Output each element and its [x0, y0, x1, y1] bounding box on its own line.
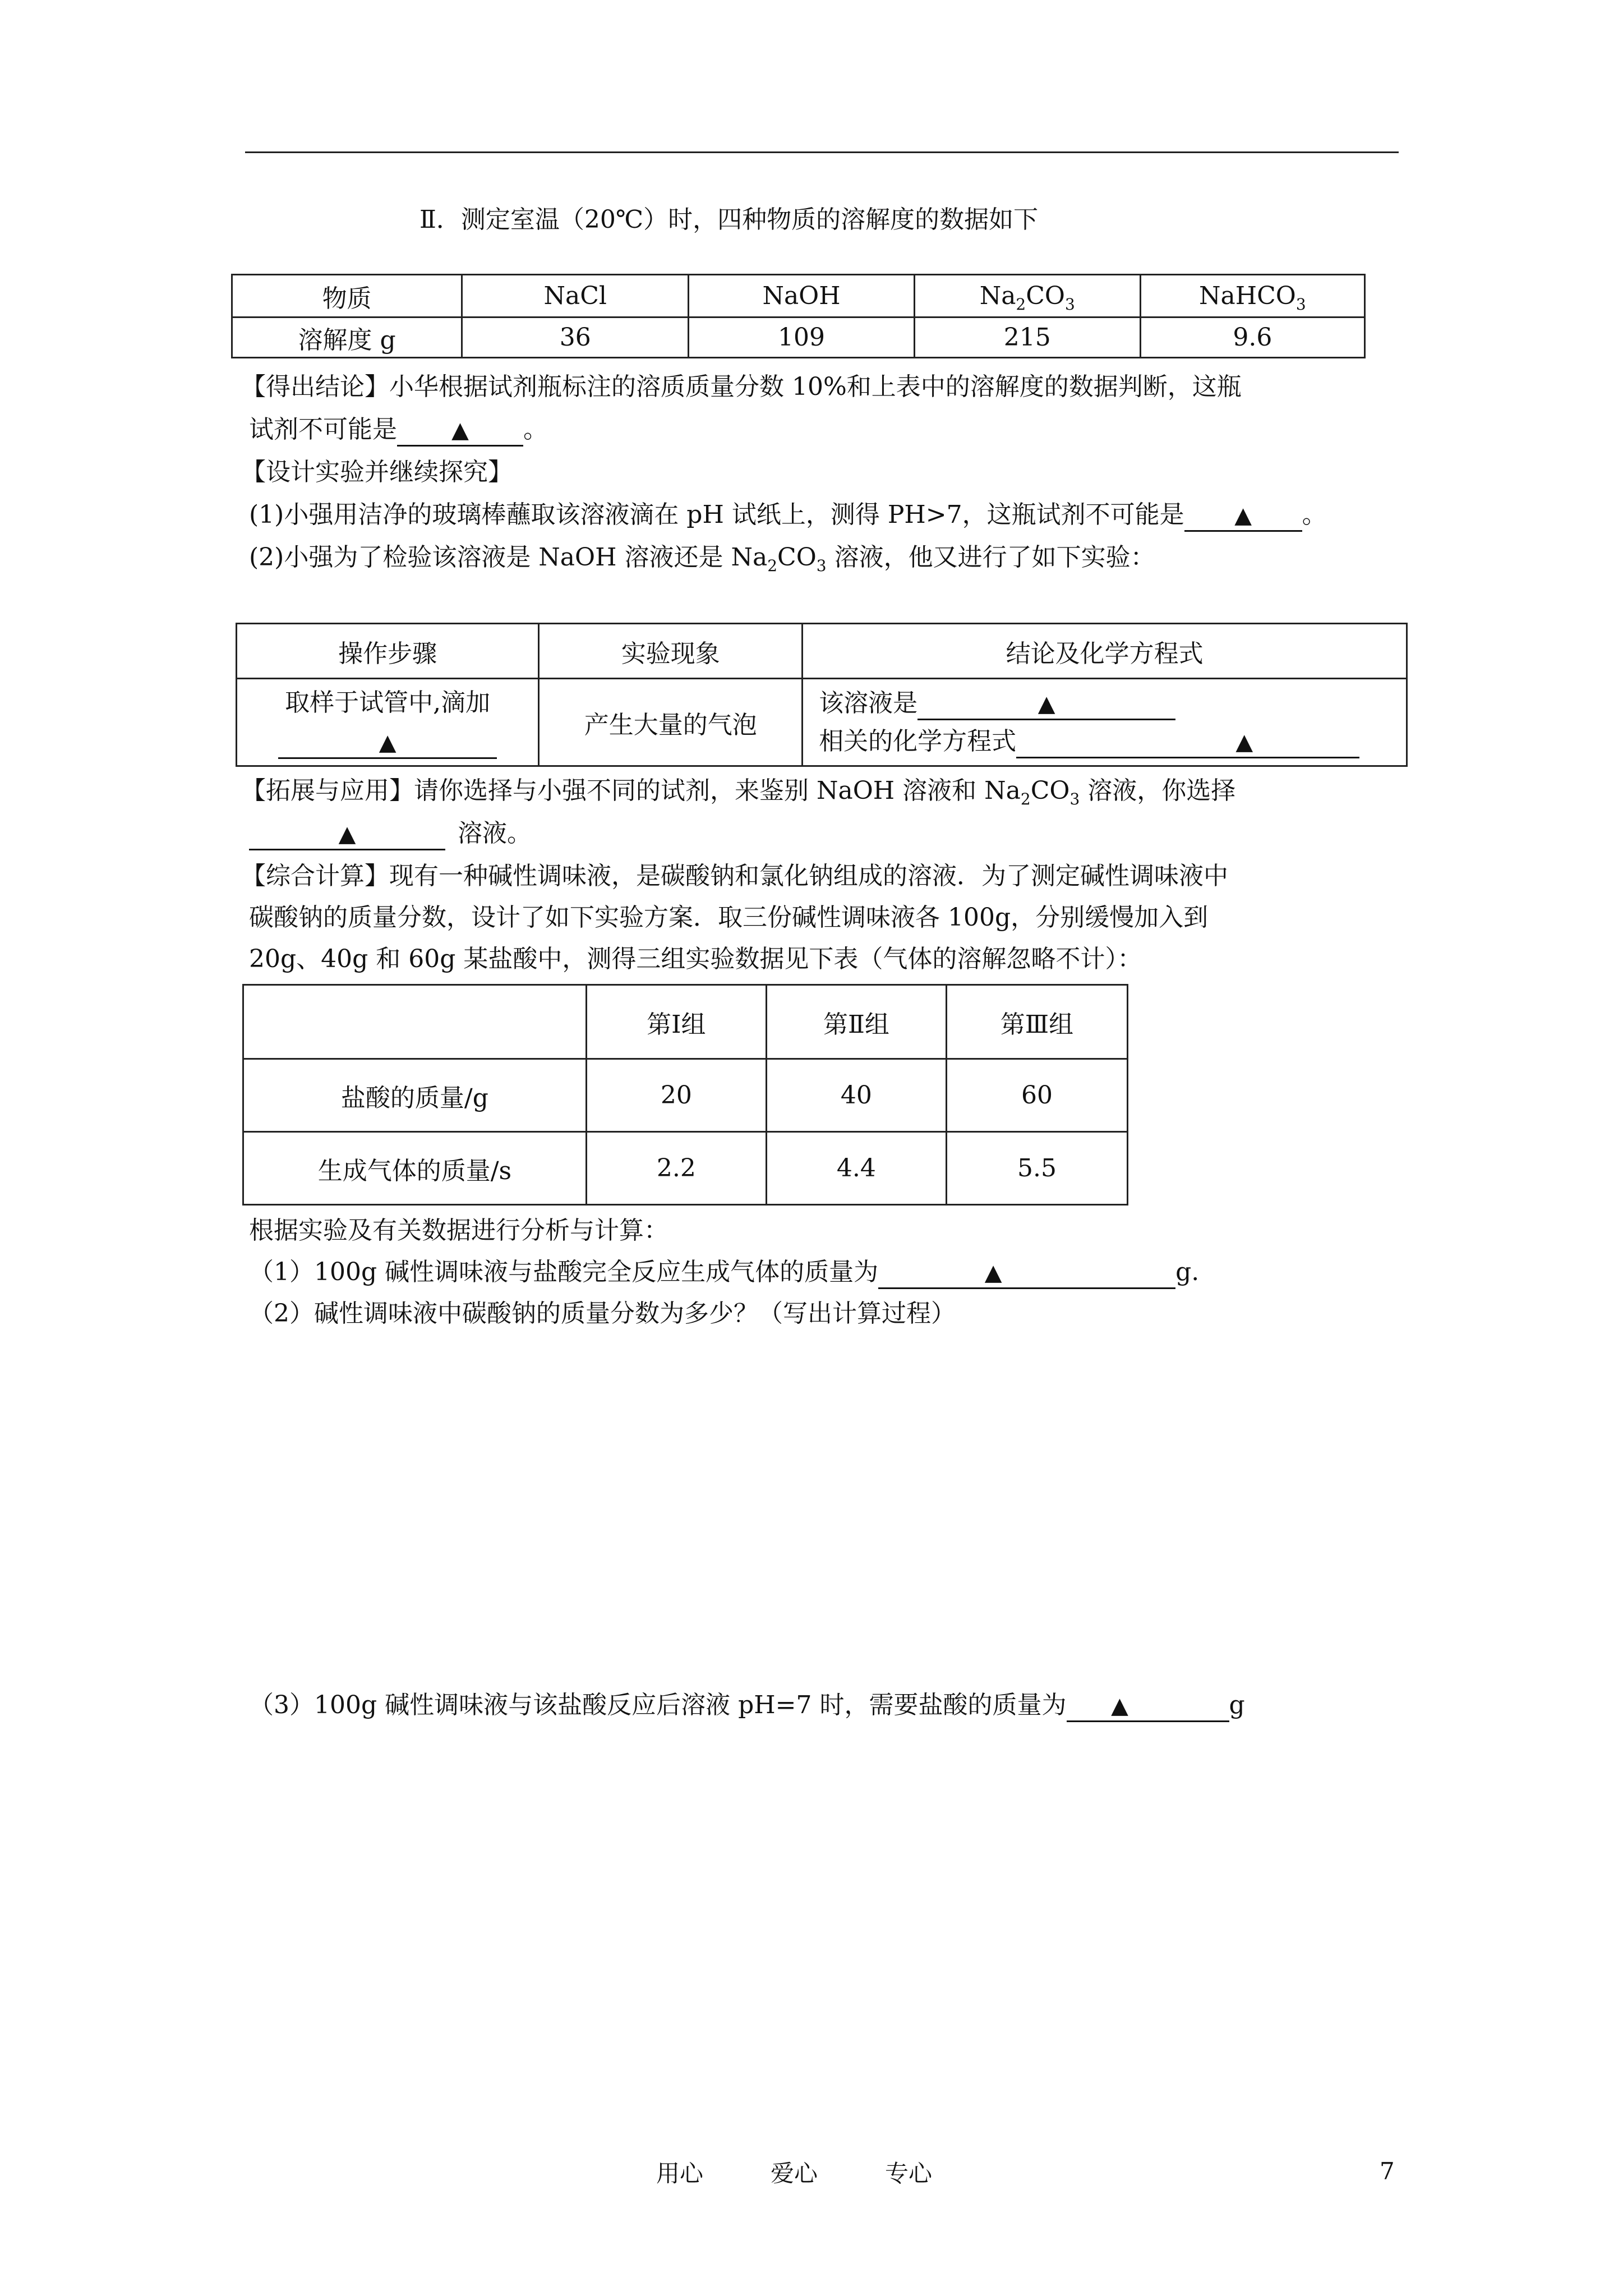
table-cell: 215: [914, 318, 1140, 358]
table-header-cell: NaOH: [689, 275, 915, 318]
table-cell: 36: [462, 318, 689, 358]
triangle-marker-icon: ▲: [1111, 1693, 1128, 1719]
footer-item: 爱心: [771, 2160, 818, 2187]
table-cell: 产生大量的气泡: [539, 679, 803, 766]
footer-item: 用心: [656, 2160, 704, 2187]
table-cell: 2.2: [586, 1132, 766, 1205]
solubility-table: [231, 274, 1366, 358]
triangle-marker-icon: ▲: [338, 821, 356, 847]
answer-blank[interactable]: [917, 689, 1175, 720]
answer-blank[interactable]: [878, 1258, 1175, 1289]
table-row-label: 生成气体的质量/s: [243, 1132, 587, 1205]
answer-blank[interactable]: [1067, 1691, 1229, 1722]
table-cell: 20: [586, 1059, 766, 1132]
step-2: (2)小强为了检验该溶液是 NaOH 溶液还是 $Na_2CO_3$ 溶液，他又进行了如下实验：: [249, 543, 1155, 575]
triangle-marker-icon: ▲: [451, 417, 469, 443]
triangle-marker-icon: ▲: [1235, 729, 1253, 755]
calc-line-2: 碳酸钠的质量分数，设计了如下实验方案．取三份碱性调味液各 100g，分别缓慢加入到: [249, 903, 1209, 932]
question-3: （3）100g 碱性调味液与该盐酸反应后溶液 pH=7 时，需要盐酸的质量为 ▲ g: [249, 1688, 1245, 1722]
table-header-cell: 操作步骤: [237, 624, 539, 679]
table-header-cell: 第Ⅱ组: [766, 985, 946, 1059]
table-cell: 9.6: [1140, 318, 1364, 358]
table-cell: 109: [689, 318, 915, 358]
table-header-cell: $Na_2CO_3$: [914, 275, 1140, 318]
page-number: 7: [1380, 2157, 1395, 2185]
answer-blank[interactable]: [397, 415, 523, 447]
table-row-label: 溶解度 g: [232, 318, 462, 358]
header-rule: [245, 151, 1399, 153]
triangle-marker-icon: ▲: [379, 729, 396, 756]
triangle-marker-icon: ▲: [1038, 691, 1055, 717]
footer-item: 专心: [885, 2160, 933, 2187]
data-table: [242, 984, 1128, 1205]
conclusion-line-2: 试剂不可能是 ▲ 。: [249, 413, 548, 447]
table-cell: 40: [766, 1059, 946, 1132]
design-heading: 【设计实验并继续探究】: [241, 458, 513, 486]
table-header-cell: 第Ⅰ组: [586, 985, 766, 1059]
table-cell: 60: [946, 1059, 1127, 1132]
table-header-cell: 结论及化学方程式: [803, 624, 1407, 679]
table-header-cell: NaHCO$_3$: [1140, 275, 1364, 318]
analysis-intro: 根据实验及有关数据进行分析与计算：: [249, 1216, 668, 1245]
answer-blank[interactable]: [278, 728, 497, 759]
table-row-label: 盐酸的质量/g: [243, 1059, 587, 1132]
extension-line-1: 【拓展与应用】请你选择与小强不同的试剂，来鉴别 NaOH 溶液和 $Na_2CO_3$ 溶液，你选择: [241, 776, 1236, 808]
step-1: (1)小强用洁净的玻璃棒蘸取该溶液滴在 pH 试纸上，测得 PH>7，这瓶试剂不可能是 ▲ 。: [249, 498, 1327, 532]
extension-line-2: ▲ 溶液。: [249, 817, 532, 850]
triangle-marker-icon: ▲: [984, 1260, 1002, 1286]
question-1: （1）100g 碱性调味液与盐酸完全反应生成气体的质量为 ▲ g.: [249, 1255, 1199, 1289]
table-cell: 该溶液是 ▲ 相关的化学方程式 ▲: [803, 679, 1407, 766]
answer-blank[interactable]: [1016, 727, 1359, 758]
calc-line-3: 20g、40g 和 60g 某盐酸中，测得三组实验数据见下表（气体的溶解忽略不计）：: [249, 945, 1142, 973]
table-header-cell: 物质: [232, 275, 462, 318]
table-header-cell: 实验现象: [539, 624, 803, 679]
table-header-cell: NaCl: [462, 275, 689, 318]
table-header-cell: 第Ⅲ组: [946, 985, 1127, 1059]
table-cell: 取样于试管中,滴加 ▲: [237, 679, 539, 766]
table-cell: 4.4: [766, 1132, 946, 1205]
table-header-cell: [243, 985, 587, 1059]
experiment-table: [236, 623, 1408, 767]
triangle-marker-icon: ▲: [1234, 503, 1252, 528]
table-cell: 5.5: [946, 1132, 1127, 1205]
conclusion-line-1: 【得出结论】小华根据试剂瓶标注的溶质质量分数 10%和上表中的溶解度的数据判断，这瓶: [241, 372, 1242, 401]
answer-blank[interactable]: [1184, 500, 1302, 532]
section-heading: Ⅱ．测定室温（20℃）时，四种物质的溶解度的数据如下: [419, 205, 1039, 234]
calc-line-1: 【综合计算】现有一种碱性调味液，是碳酸钠和氯化钠组成的溶液．为了测定碱性调味液中: [241, 862, 1228, 890]
answer-blank[interactable]: [249, 819, 445, 850]
question-2: （2）碱性调味液中碳酸钠的质量分数为多少？（写出计算过程）: [249, 1299, 956, 1328]
